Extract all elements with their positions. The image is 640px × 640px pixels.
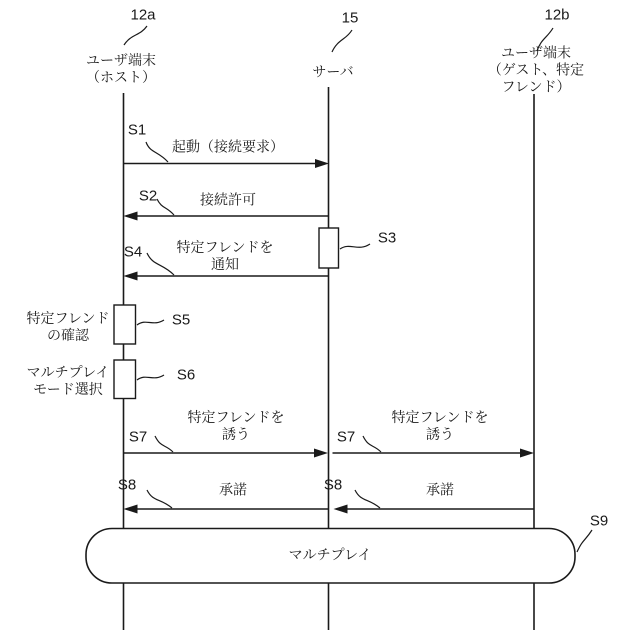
action-label-s5: 特定フレンド の確認 bbox=[26, 310, 110, 343]
actor-server-name: サーバ bbox=[312, 63, 354, 80]
message-label-s8-right: 承諾 bbox=[426, 481, 454, 498]
leader-line-s7-left bbox=[155, 436, 173, 452]
step-id-s5: S5 bbox=[171, 311, 191, 329]
activation-box-s5 bbox=[114, 305, 136, 344]
leader-line-s2 bbox=[157, 199, 174, 215]
arrowhead-left-icon bbox=[124, 212, 138, 221]
arrowhead-right-icon bbox=[520, 449, 534, 458]
leader-line-s8-right bbox=[355, 490, 380, 508]
step-id-s8-right: S8 bbox=[323, 476, 343, 494]
message-arrow-s7-right bbox=[333, 449, 535, 458]
arrowhead-right-icon bbox=[315, 159, 329, 168]
message-arrow-s7-left bbox=[124, 449, 329, 458]
step-id-s3: S3 bbox=[377, 229, 397, 247]
step-id-s8-left: S8 bbox=[117, 476, 137, 494]
step-id-s1: S1 bbox=[127, 121, 147, 139]
arrowhead-left-icon bbox=[334, 505, 348, 514]
multiplay-state-label: マルチプレイ bbox=[288, 546, 372, 563]
arrowhead-left-icon bbox=[124, 272, 138, 281]
actor-guest-name: ユーザ端末 （ゲスト、特定フレンド） bbox=[487, 44, 585, 95]
leader-line-s1 bbox=[146, 142, 168, 162]
arrowhead-right-icon bbox=[314, 449, 328, 458]
actor-host-name: ユーザ端末 （ホスト） bbox=[86, 52, 156, 85]
step-id-s6: S6 bbox=[176, 366, 196, 384]
message-arrow-s2 bbox=[124, 212, 329, 221]
leader-line-12a bbox=[124, 26, 147, 45]
message-label-s8-left: 承諾 bbox=[219, 481, 247, 498]
leader-line-15 bbox=[332, 30, 352, 52]
message-arrow-s1 bbox=[124, 159, 330, 168]
leader-line-s4 bbox=[147, 253, 174, 275]
step-id-s7-right: S7 bbox=[336, 428, 356, 446]
arrowhead-left-icon bbox=[124, 505, 138, 514]
step-id-s7-left: S7 bbox=[128, 428, 148, 446]
step-id-s9: S9 bbox=[589, 512, 609, 530]
message-arrow-s8-right bbox=[334, 505, 535, 514]
leader-line-s6 bbox=[137, 375, 164, 380]
message-label-s2: 接続許可 bbox=[200, 191, 256, 208]
ref-label-12b: 12b bbox=[544, 6, 570, 24]
action-label-s6: マルチプレイ モード選択 bbox=[26, 364, 110, 397]
message-arrow-s8-left bbox=[124, 505, 329, 514]
message-label-s7-left: 特定フレンドを 誘う bbox=[187, 409, 285, 442]
message-label-s1: 起動（接続要求） bbox=[172, 138, 284, 155]
activation-box-s3 bbox=[319, 228, 339, 268]
ref-label-15: 15 bbox=[341, 9, 359, 27]
ref-label-12a: 12a bbox=[130, 6, 156, 24]
message-label-s7-right: 特定フレンドを 誘う bbox=[391, 409, 489, 442]
leader-line-s3 bbox=[340, 244, 370, 249]
leader-line-s5 bbox=[137, 320, 164, 325]
message-label-s4: 特定フレンドを 通知 bbox=[176, 239, 274, 272]
leader-line-s8-left bbox=[147, 490, 172, 508]
leader-line-s7-right bbox=[363, 436, 381, 452]
step-id-s4: S4 bbox=[123, 243, 143, 261]
step-id-s2: S2 bbox=[138, 187, 158, 205]
activation-box-s6 bbox=[114, 360, 136, 399]
leader-line-s9 bbox=[577, 530, 592, 552]
